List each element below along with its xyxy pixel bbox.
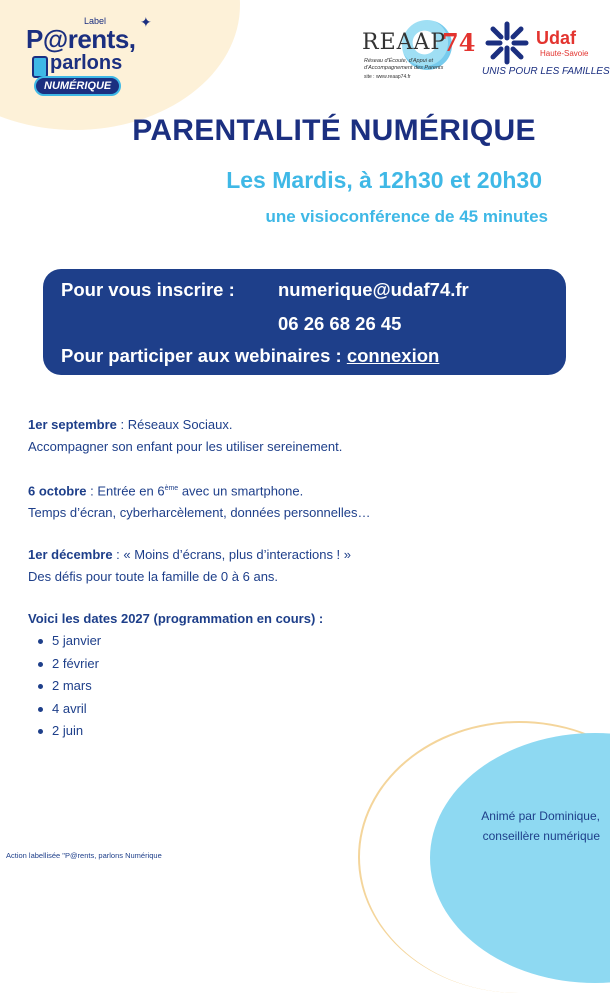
session-item	[28, 414, 588, 458]
session-description: Des défis pour toute la famille de 0 à 6 ans.	[28, 569, 279, 585]
reaap-tagline: Réseau d'Écoute, d'Appui et d'Accompagnement des Parents	[364, 58, 444, 71]
session-topic: : « Moins d’écrans, plus d’interactions ! »	[112, 547, 352, 563]
udaf-name: Udaf	[536, 28, 576, 48]
dates-list	[28, 630, 588, 743]
udaf-region: Haute-Savoie	[540, 49, 589, 58]
session-date: 6 octobre	[28, 483, 87, 499]
session-description: Accompagner son enfant pour les utiliser sereinement.	[28, 439, 343, 454]
program-content	[28, 414, 588, 743]
reaap-name: REAAP	[362, 30, 447, 55]
schedule-subtitle: Les Mardis, à 12h30 et 20h30	[226, 167, 542, 193]
animator-line2: conseillère numérique	[482, 829, 600, 843]
reaap-logo	[360, 20, 476, 82]
session-topic: : Réseaux Sociaux.	[116, 417, 233, 432]
session-topic-post: avec un smartphone.	[178, 483, 304, 499]
list-item: 4 avril	[52, 698, 588, 721]
parents-parlons-logo	[22, 14, 172, 94]
session-date: 1er décembre	[28, 547, 113, 563]
session-item	[28, 544, 588, 588]
webinar-label: Pour participer aux webinaires :	[61, 345, 342, 366]
logo-line1: P@rents,	[26, 24, 136, 54]
registration-box	[43, 269, 566, 375]
register-label: Pour vous inscrire :	[61, 279, 235, 300]
spark-icon: ✦	[140, 14, 152, 30]
list-item: 2 février	[52, 653, 588, 676]
phone-number: 06 26 68 26 45	[278, 313, 402, 334]
udaf-slogan: UNIS POUR LES FAMILLES	[482, 66, 610, 77]
udaf-logo	[480, 16, 610, 82]
udaf-mark-icon	[484, 20, 530, 66]
email-link[interactable]: numerique@udaf74.fr	[278, 279, 469, 300]
reaap-site: site : www.reaap74.fr	[364, 74, 411, 80]
animator-line1: Animé par Dominique,	[481, 809, 600, 823]
reaap-number: 74	[442, 28, 476, 57]
session-topic-sup: ème	[164, 485, 179, 492]
logo-badge: NUMÉRIQUE	[34, 76, 121, 96]
webinar-row	[61, 345, 439, 367]
format-subtitle: une visioconférence de 45 minutes	[265, 207, 548, 226]
session-item	[28, 478, 588, 524]
footer-note: Action labellisée "P@rents, parlons Numérique	[6, 851, 162, 860]
connexion-link[interactable]: connexion	[346, 345, 440, 366]
session-topic-pre: : Entrée en 6	[86, 483, 165, 499]
session-description: Temps d’écran, cyberharcèlement, données personnelles…	[28, 505, 371, 521]
list-item: 2 juin	[52, 720, 588, 743]
logo-line2: parlons	[50, 52, 123, 74]
animator-credit	[440, 806, 600, 846]
phone-icon	[32, 56, 48, 78]
logo-label-text: Label	[84, 16, 107, 26]
dates-heading: Voici les dates 2027 (programmation en cours) :	[28, 611, 324, 627]
list-item: 5 janvier	[52, 630, 588, 653]
page-title: PARENTALITÉ NUMÉRIQUE	[132, 114, 536, 147]
list-item: 2 mars	[52, 675, 588, 698]
session-date: 1er septembre	[28, 417, 117, 432]
